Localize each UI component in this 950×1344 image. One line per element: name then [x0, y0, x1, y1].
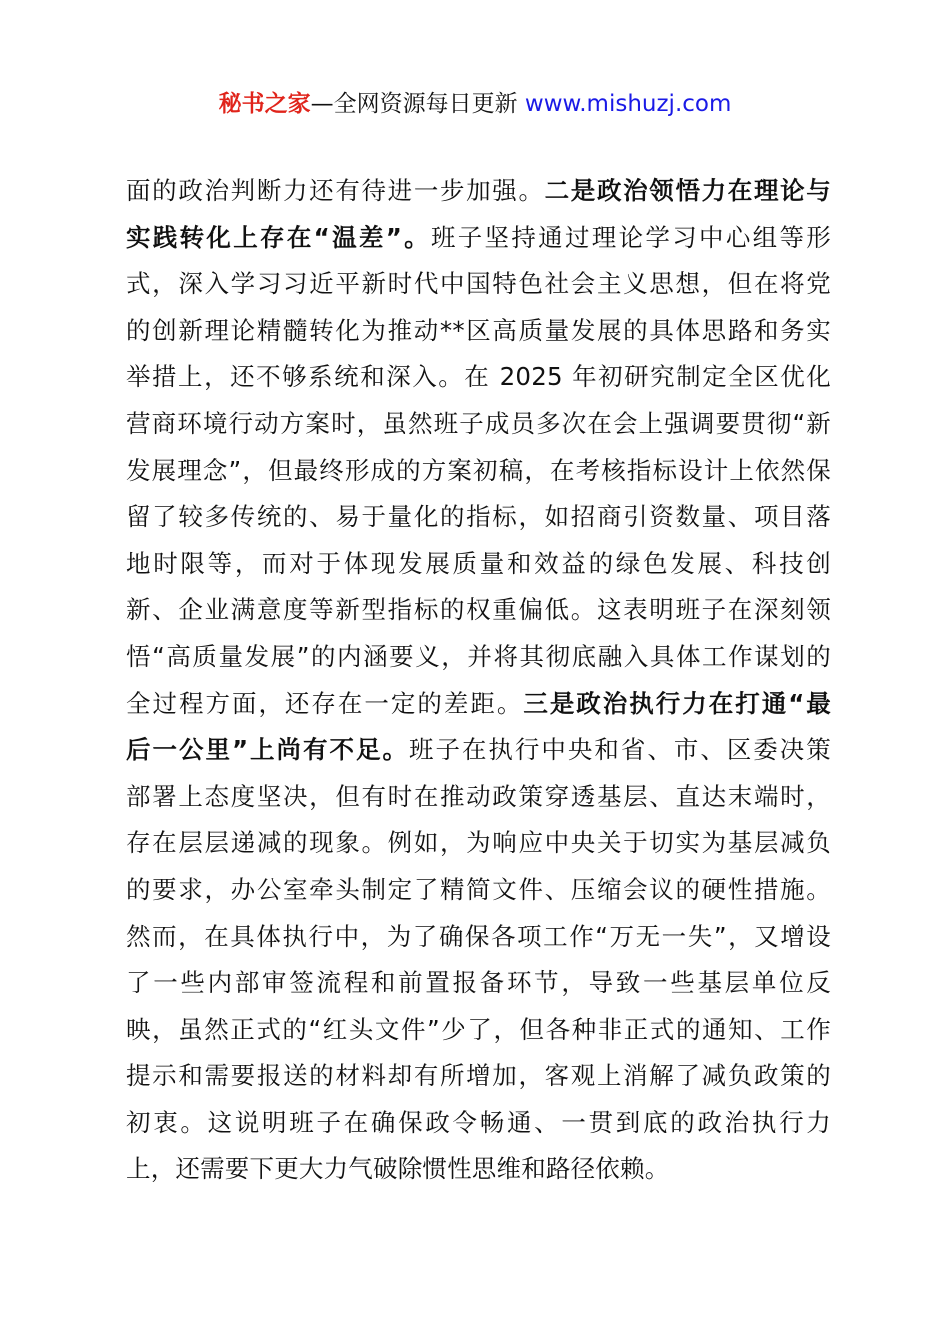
- text-line-21: 初衷。这说明班子在确保政令畅通、一贯到底的政治执行力: [126, 1107, 831, 1137]
- text-line-17: 然而，在具体执行中，为了确保各项工作“万无一失”，又增设: [126, 921, 831, 951]
- text-line-10: 新、企业满意度等新型指标的权重偏低。这表明班子在深刻领: [126, 595, 831, 625]
- text-line-9: 地时限等，而对于体现发展质量和效益的绿色发展、科技创: [126, 548, 831, 578]
- bold-heading: 三是政治执行力在打通“最: [523, 688, 831, 718]
- text-line-22: 上，还需要下更大力气破除惯性思维和路径依赖。: [126, 1154, 670, 1184]
- site-link[interactable]: www.mishuzj.com: [524, 91, 732, 117]
- text-line-3: 式，深入学习习近平新时代中国特色社会主义思想，但在将党: [126, 269, 831, 299]
- text-line-1: 面的政治判断力还有待进一步加强。二是政治领悟力在理论与: [126, 176, 831, 205]
- text-line-18: 了一些内部审签流程和前置报备环节，导致一些基层单位反: [126, 968, 831, 998]
- text-line-16: 的要求，办公室牵头制定了精简文件、压缩会议的硬性措施。: [126, 874, 831, 904]
- header-tagline: —全网资源每日更新: [310, 91, 518, 117]
- document-body: [126, 168, 831, 1193]
- text-line-13: 后一公里”上尚有不足。班子在执行中央和省、市、区委决策: [126, 735, 831, 765]
- text-line-7: 发展理念”，但最终形成的方案初稿，在考核指标设计上依然保: [126, 455, 831, 485]
- text-line-20: 提示和需要报送的材料却有所增加，客观上消解了减负政策的: [126, 1061, 831, 1091]
- text-line-2: 实践转化上存在“温差”。班子坚持通过理论学习中心组等形: [126, 222, 831, 252]
- text-line-8: 留了较多传统的、易于量化的指标，如招商引资数量、项目落: [126, 502, 831, 532]
- text-line-4: 的创新理论精髓转化为推动**区高质量发展的具体思路和务实: [126, 315, 831, 345]
- page-header: [0, 86, 950, 122]
- bold-heading: 实践转化上存在“温差”。: [126, 222, 431, 252]
- bold-heading: 二是政治领悟力在理论与: [544, 176, 831, 205]
- text-line-6: 营商环境行动方案时，虽然班子成员多次在会上强调要贯彻“新: [126, 408, 831, 438]
- text-line-11: 悟“高质量发展”的内涵要义，并将其彻底融入具体工作谋划的: [126, 641, 831, 671]
- text-line-14: 部署上态度坚决，但有时在推动政策穿透基层、直达末端时，: [126, 781, 831, 811]
- bold-heading: 后一公里”上尚有不足。: [126, 735, 409, 765]
- text-line-12: 全过程方面，还存在一定的差距。三是政治执行力在打通“最: [126, 688, 831, 718]
- text-line-19: 映，虽然正式的“红头文件”少了，但各种非正式的通知、工作: [126, 1014, 831, 1044]
- text-line-5: 举措上，还不够系统和深入。在 2025 年初研究制定全区优化: [126, 362, 831, 392]
- text-line-15: 存在层层递减的现象。例如，为响应中央关于切实为基层减负: [126, 828, 831, 858]
- brand-name: 秘书之家: [218, 91, 311, 117]
